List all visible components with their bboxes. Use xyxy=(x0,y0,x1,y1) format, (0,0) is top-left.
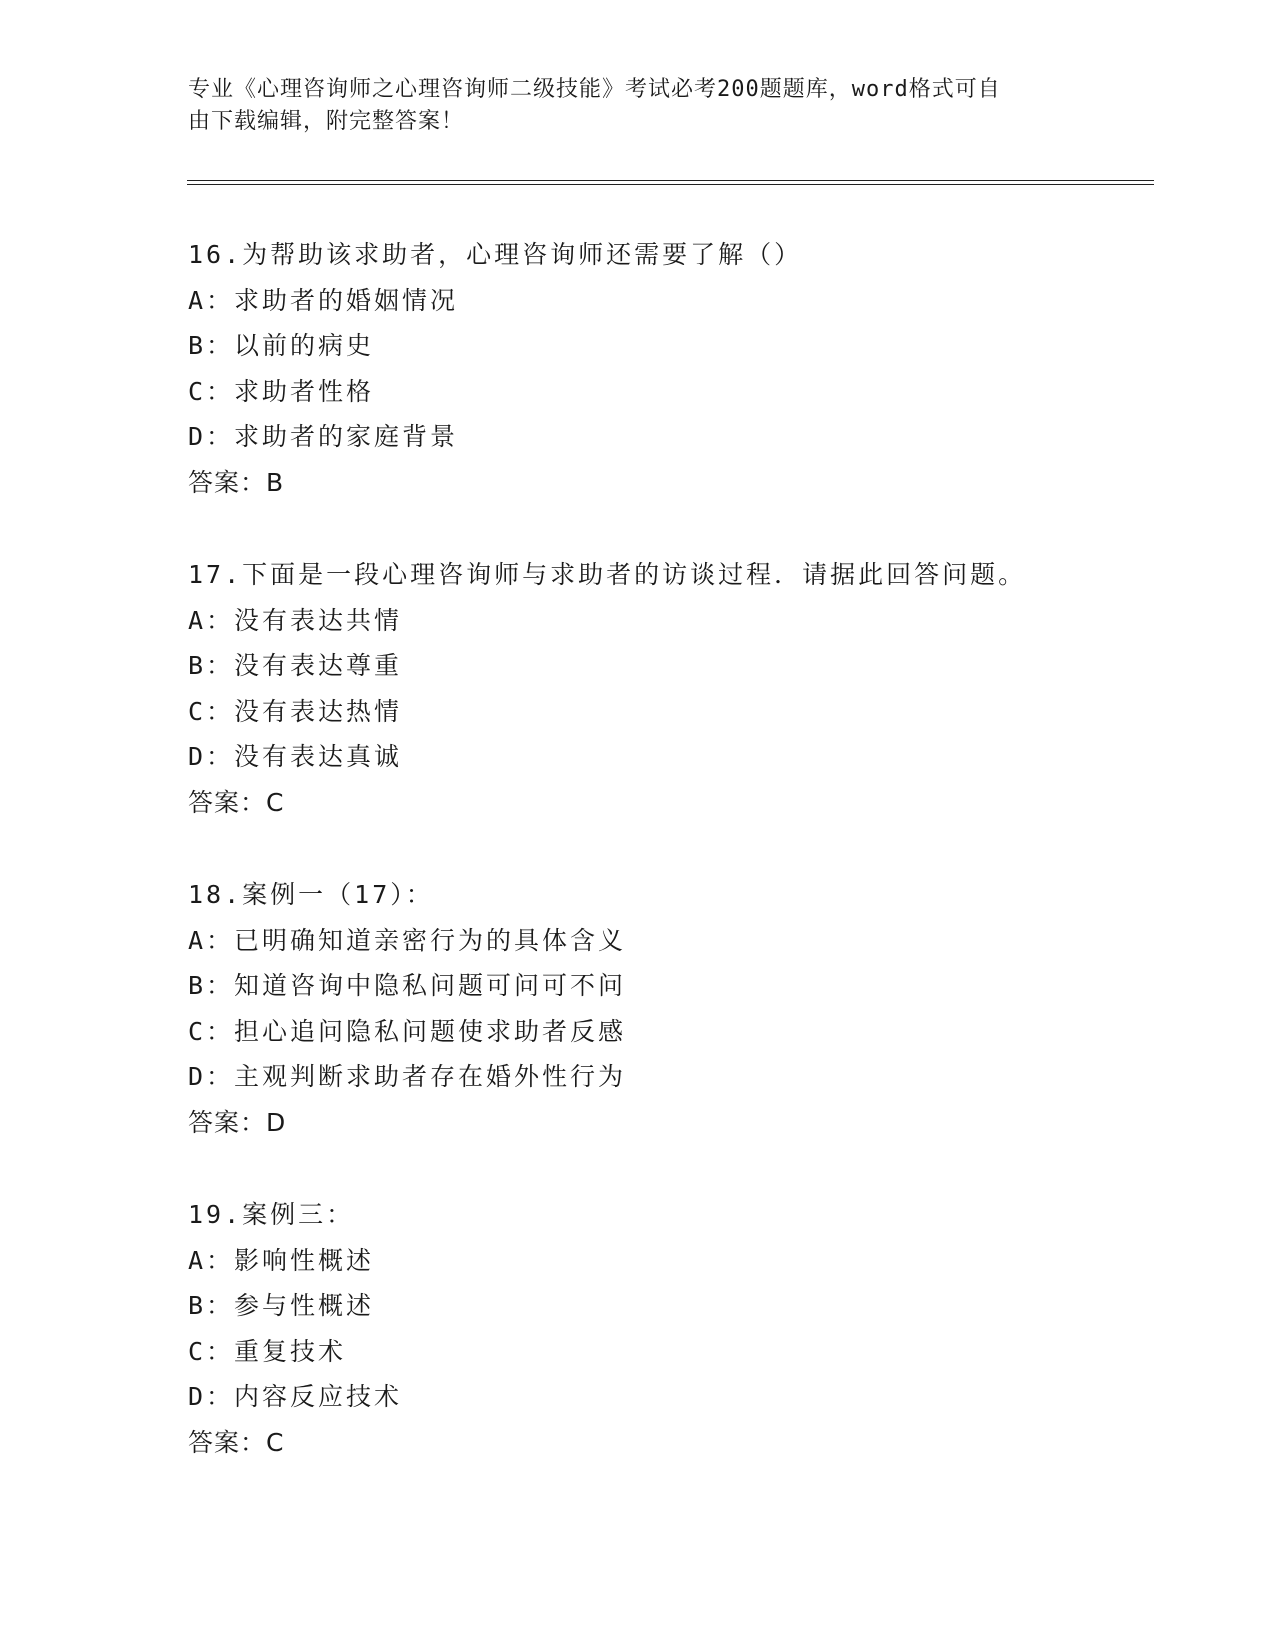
answer-line: 答案：B xyxy=(188,467,285,497)
question-stem: 16.为帮助该求助者，心理咨询师还需要了解（） xyxy=(188,240,803,269)
header-line-1: 专业《心理咨询师之心理咨询师二级技能》考试必考200题题库，word格式可自 xyxy=(188,77,1001,102)
header-divider-top xyxy=(187,180,1154,181)
option-b: B：知道咨询中隐私问题可问可不问 xyxy=(188,971,627,1000)
option-b: B：以前的病史 xyxy=(188,331,375,360)
answer-line: 答案：C xyxy=(188,787,285,817)
answer-line: 答案：C xyxy=(188,1427,285,1457)
option-c: C：求助者性格 xyxy=(188,376,375,406)
option-a: A：没有表达共情 xyxy=(188,605,403,635)
option-c: C：重复技术 xyxy=(188,1336,347,1366)
header-divider-bottom xyxy=(187,184,1154,185)
question-stem: 19.案例三： xyxy=(188,1200,355,1229)
option-a: A：影响性概述 xyxy=(188,1245,375,1275)
option-d: D：求助者的家庭背景 xyxy=(188,422,459,451)
question-18 xyxy=(188,872,1148,1192)
option-c: C：没有表达热情 xyxy=(188,696,403,726)
header-line-2: 由下载编辑，附完整答案！ xyxy=(188,109,465,134)
option-d: D：内容反应技术 xyxy=(188,1382,403,1411)
option-b: B：参与性概述 xyxy=(188,1291,375,1320)
question-stem: 18.案例一（17）： xyxy=(188,880,434,909)
option-d: D：主观判断求助者存在婚外性行为 xyxy=(188,1062,627,1091)
option-a: A：求助者的婚姻情况 xyxy=(188,285,459,315)
answer-line: 答案：D xyxy=(188,1107,287,1137)
document-header xyxy=(188,74,1068,138)
question-17 xyxy=(188,552,1148,872)
question-16 xyxy=(188,232,1148,552)
option-a: A：已明确知道亲密行为的具体含义 xyxy=(188,925,627,955)
question-list xyxy=(188,232,1148,1512)
question-19 xyxy=(188,1192,1148,1512)
option-d: D：没有表达真诚 xyxy=(188,742,403,771)
question-stem: 17.下面是一段心理咨询师与求助者的访谈过程．请据此回答问题。 xyxy=(188,560,1027,589)
option-c: C：担心追问隐私问题使求助者反感 xyxy=(188,1016,627,1046)
option-b: B：没有表达尊重 xyxy=(188,651,403,680)
